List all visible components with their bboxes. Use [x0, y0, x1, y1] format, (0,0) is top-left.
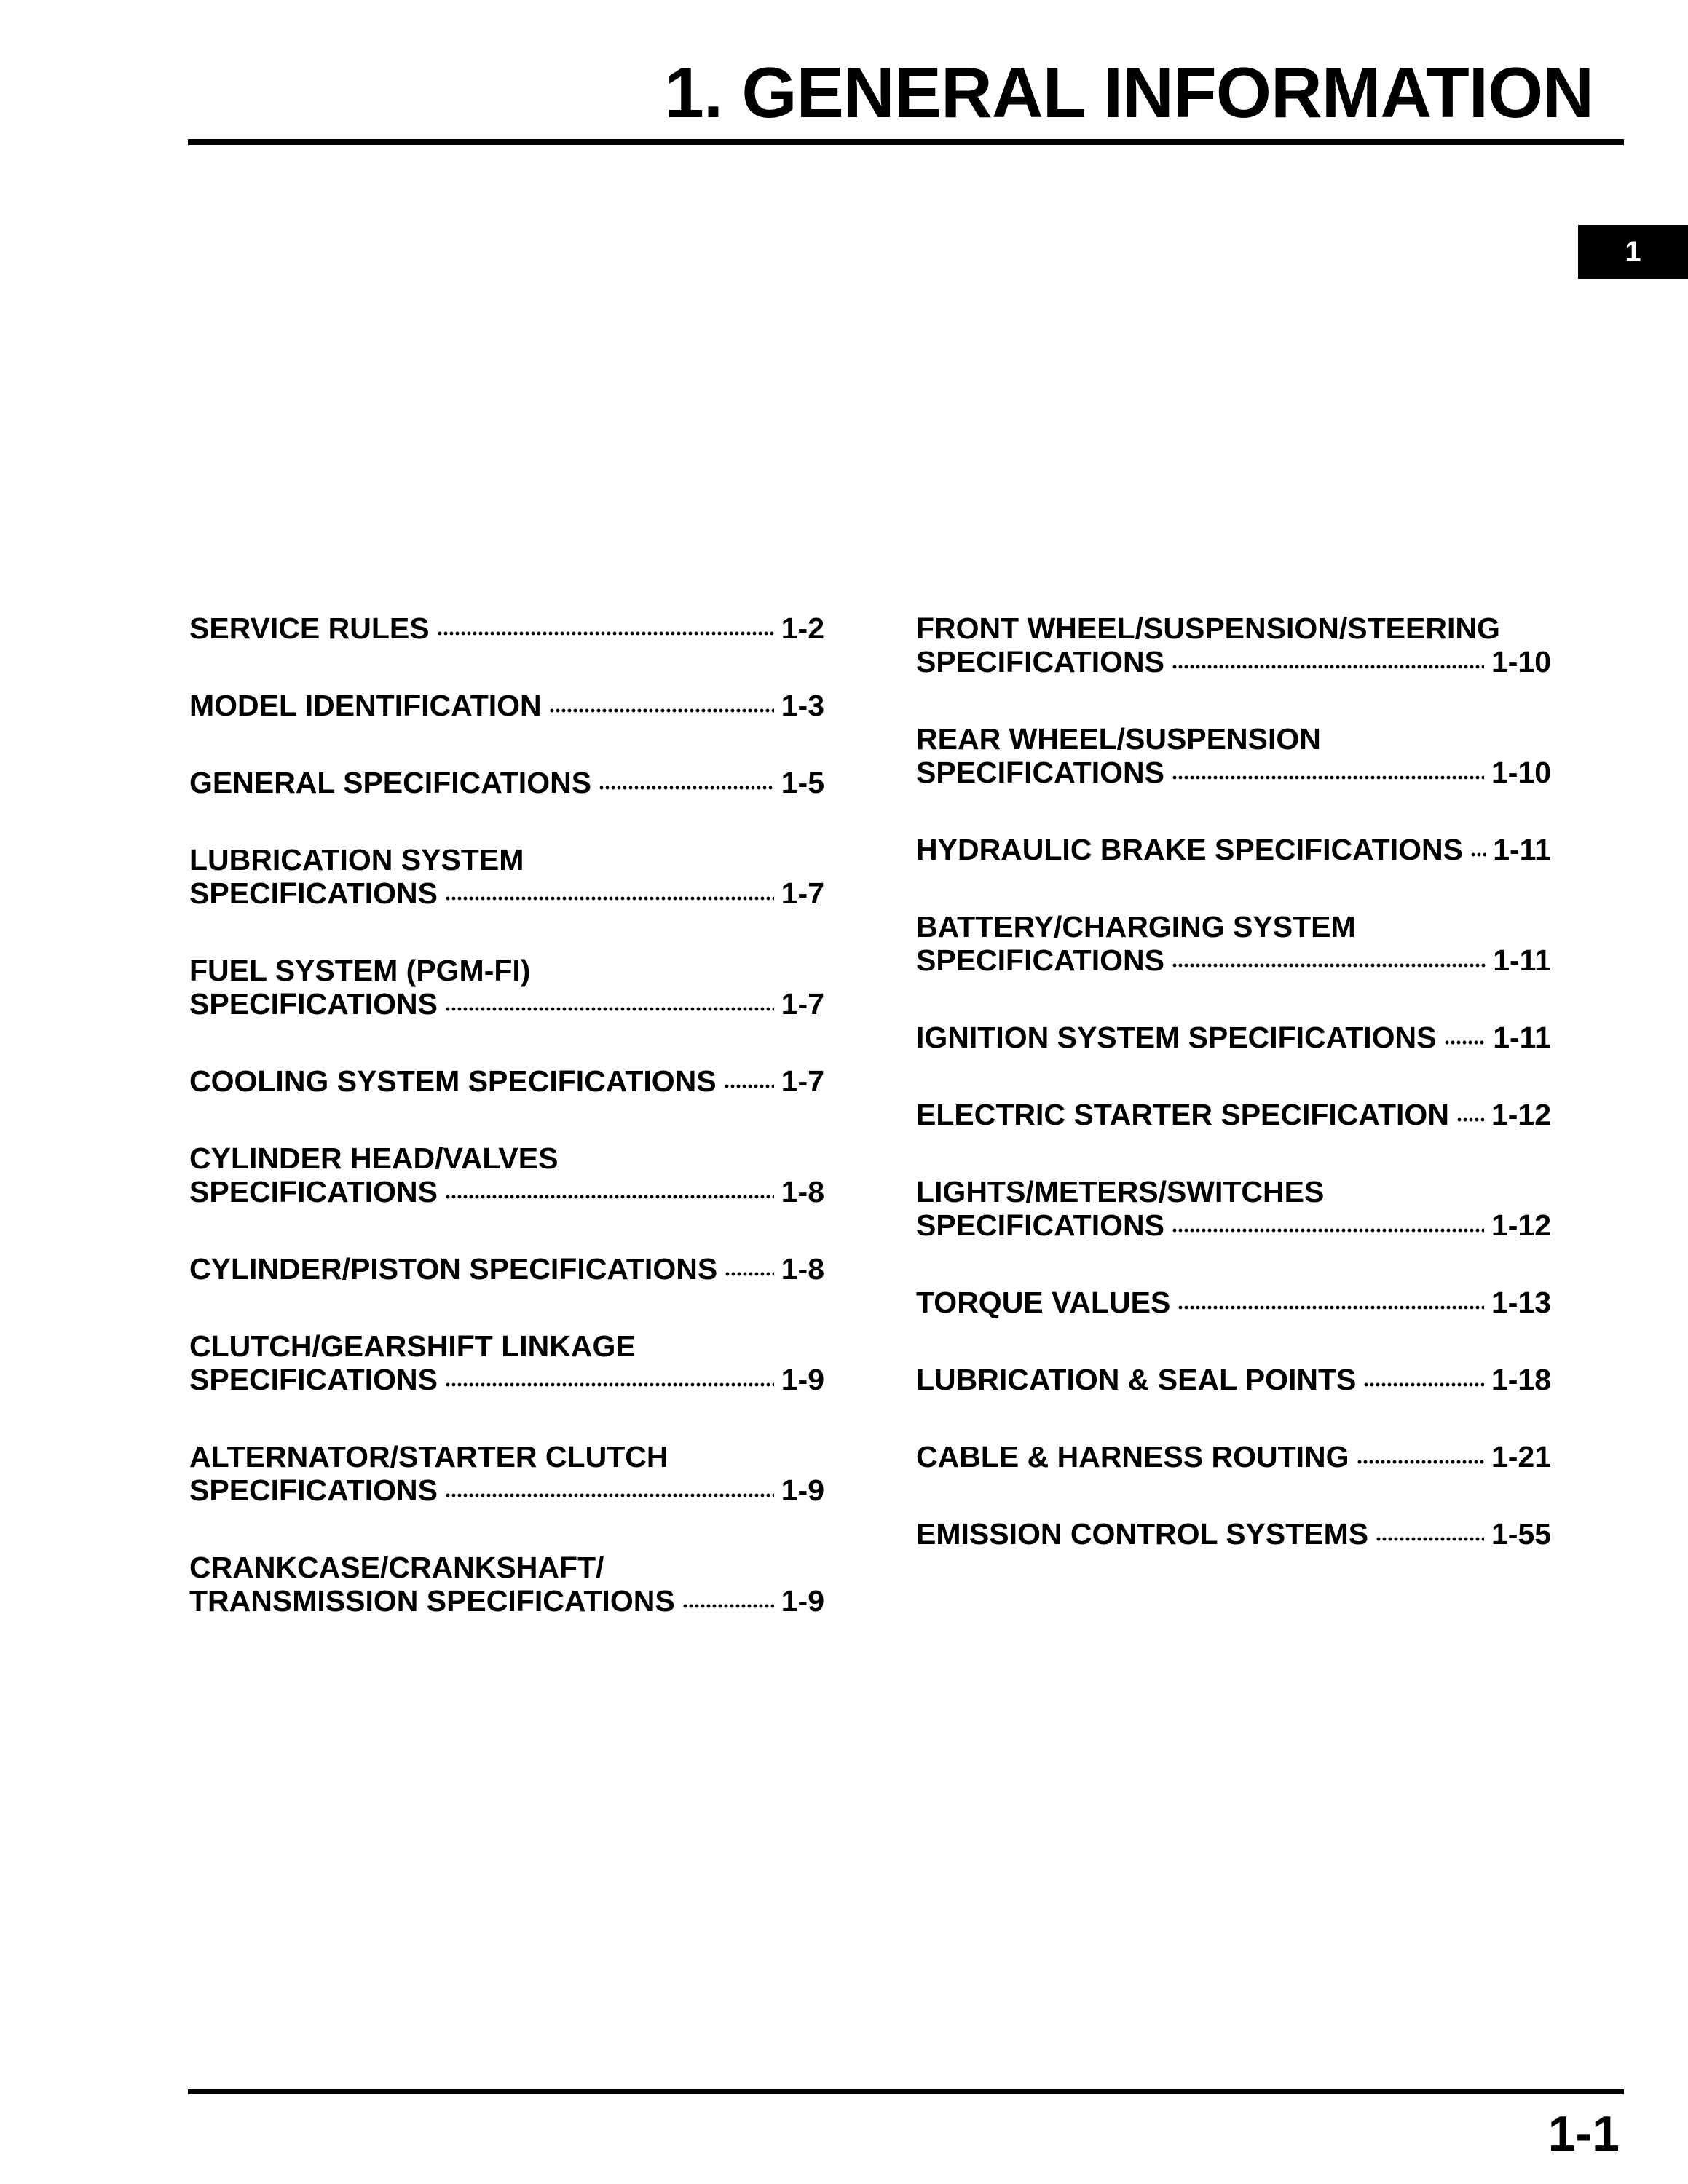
dot-leader [1363, 1382, 1484, 1387]
dot-leader [445, 1493, 774, 1497]
dot-leader [725, 1272, 774, 1276]
top-rule [188, 139, 1624, 145]
toc-page-number: 1-9 [781, 1473, 824, 1507]
toc-entry-title: TRANSMISSION SPECIFICATIONS [189, 1584, 675, 1618]
toc-entry[interactable] [189, 1551, 824, 1618]
toc-page-number: 1-21 [1491, 1440, 1551, 1473]
toc-page-number: 1-8 [781, 1175, 824, 1208]
toc-entry[interactable] [189, 1440, 824, 1507]
toc-page-number: 1-2 [781, 612, 824, 645]
toc-entry[interactable] [189, 766, 824, 799]
toc-entry-title: SPECIFICATIONS [916, 756, 1164, 789]
toc-page-number: 1-18 [1491, 1363, 1551, 1396]
toc-entry-title: MODEL IDENTIFICATION [189, 689, 542, 722]
toc-entry-title-line: FRONT WHEEL/SUSPENSION/STEERING [916, 612, 1500, 645]
toc-entry-title-line: REAR WHEEL/SUSPENSION [916, 722, 1321, 756]
dot-leader [724, 1084, 774, 1088]
page-number: 1-1 [1547, 2106, 1620, 2161]
dot-leader [1470, 852, 1486, 857]
toc-entry-title: SPECIFICATIONS [189, 1473, 438, 1507]
toc-page-number: 1-13 [1491, 1286, 1551, 1319]
toc-entry-title: SPECIFICATIONS [916, 1208, 1164, 1242]
toc-page-number: 1-5 [781, 766, 824, 799]
toc-page-number: 1-7 [781, 877, 824, 910]
toc-page-number: 1-10 [1491, 645, 1551, 678]
toc-entry[interactable] [916, 1175, 1551, 1242]
dot-leader [1178, 1305, 1484, 1310]
toc-entry[interactable] [916, 1363, 1551, 1396]
toc-page-number: 1-7 [781, 1064, 824, 1098]
toc-entry-title-line: CRANKCASE/CRANKSHAFT/ [189, 1551, 604, 1584]
toc-entry[interactable] [916, 612, 1551, 678]
toc-entry-title-line: FUEL SYSTEM (PGM-FI) [189, 954, 531, 987]
toc-entry-title: SPECIFICATIONS [189, 1363, 438, 1396]
toc-entry[interactable] [189, 1064, 824, 1098]
toc-entry-title-line: ALTERNATOR/STARTER CLUTCH [189, 1440, 669, 1473]
toc-entry-title-line: BATTERY/CHARGING SYSTEM [916, 910, 1356, 943]
toc-entry-title: SPECIFICATIONS [189, 987, 438, 1021]
toc-entry-title-line: LUBRICATION SYSTEM [189, 843, 524, 877]
toc-entry-title: TORQUE VALUES [916, 1286, 1171, 1319]
toc-entry-title: SPECIFICATIONS [916, 943, 1164, 977]
toc-entry[interactable] [916, 1021, 1551, 1054]
toc-entry-title: IGNITION SYSTEM SPECIFICATIONS [916, 1021, 1437, 1054]
toc-entry-title: GENERAL SPECIFICATIONS [189, 766, 592, 799]
dot-leader [445, 1195, 774, 1199]
toc-entry[interactable] [189, 612, 824, 645]
toc-page-number: 1-11 [1493, 1021, 1551, 1054]
toc-entry-title: SPECIFICATIONS [916, 645, 1164, 678]
toc-entry-title-line: CYLINDER HEAD/VALVES [189, 1142, 559, 1175]
toc-entry-title-line: LIGHTS/METERS/SWITCHES [916, 1175, 1325, 1208]
toc-page-number: 1-11 [1493, 943, 1551, 977]
toc-page-number: 1-12 [1491, 1098, 1551, 1131]
toc-entry[interactable] [916, 910, 1551, 977]
toc-entry-title: SPECIFICATIONS [189, 1175, 438, 1208]
dot-leader [437, 631, 774, 636]
toc-entry-title: CABLE & HARNESS ROUTING [916, 1440, 1349, 1473]
toc-entry-title-line: CLUTCH/GEARSHIFT LINKAGE [189, 1329, 636, 1363]
toc-entry[interactable] [916, 1098, 1551, 1131]
toc-entry[interactable] [189, 1252, 824, 1286]
toc-entry-title: SPECIFICATIONS [189, 877, 438, 910]
dot-leader [1172, 775, 1484, 780]
toc-entry[interactable] [916, 1517, 1551, 1551]
dot-leader [1172, 963, 1486, 968]
dot-leader [445, 1007, 774, 1011]
toc-entry-title: EMISSION CONTROL SYSTEMS [916, 1517, 1369, 1551]
toc-entry[interactable] [189, 843, 824, 910]
dot-leader [1444, 1040, 1486, 1045]
toc-entry-title: CYLINDER/PISTON SPECIFICATIONS [189, 1252, 718, 1286]
dot-leader [445, 1382, 774, 1387]
dot-leader [445, 896, 774, 901]
toc-entry-title: HYDRAULIC BRAKE SPECIFICATIONS [916, 833, 1463, 866]
section-tab[interactable]: 1 [1578, 225, 1688, 279]
toc-entry[interactable] [189, 1142, 824, 1208]
dot-leader [1357, 1460, 1484, 1464]
toc-entry[interactable] [916, 1440, 1551, 1473]
toc-page-number: 1-12 [1491, 1208, 1551, 1242]
toc-page-number: 1-8 [781, 1252, 824, 1286]
toc-entry[interactable] [916, 722, 1551, 789]
toc-entry[interactable] [916, 833, 1551, 866]
dot-leader [682, 1604, 774, 1608]
toc-entry[interactable] [189, 1329, 824, 1396]
toc-entry-title: ELECTRIC STARTER SPECIFICATION [916, 1098, 1449, 1131]
page-title: 1. GENERAL INFORMATION [664, 52, 1593, 132]
toc-entry[interactable] [916, 1286, 1551, 1319]
dot-leader [1456, 1117, 1484, 1122]
dot-leader [549, 708, 774, 713]
toc-page-number: 1-9 [781, 1363, 824, 1396]
toc-page-number: 1-55 [1491, 1517, 1551, 1551]
dot-leader [1172, 1228, 1484, 1233]
bottom-rule [188, 2089, 1624, 2094]
toc-entry-title: LUBRICATION & SEAL POINTS [916, 1363, 1357, 1396]
toc-page-number: 1-10 [1491, 756, 1551, 789]
toc-entry[interactable] [189, 689, 824, 722]
toc-page-number: 1-9 [781, 1584, 824, 1618]
toc-entry-title: COOLING SYSTEM SPECIFICATIONS [189, 1064, 717, 1098]
dot-leader [1172, 665, 1484, 669]
toc-entry[interactable] [189, 954, 824, 1021]
toc-page-number: 1-11 [1493, 833, 1551, 866]
toc-page-number: 1-3 [781, 689, 824, 722]
toc-entry-title: SERVICE RULES [189, 612, 430, 645]
dot-leader [599, 786, 774, 790]
toc-page-number: 1-7 [781, 987, 824, 1021]
dot-leader [1376, 1537, 1484, 1541]
